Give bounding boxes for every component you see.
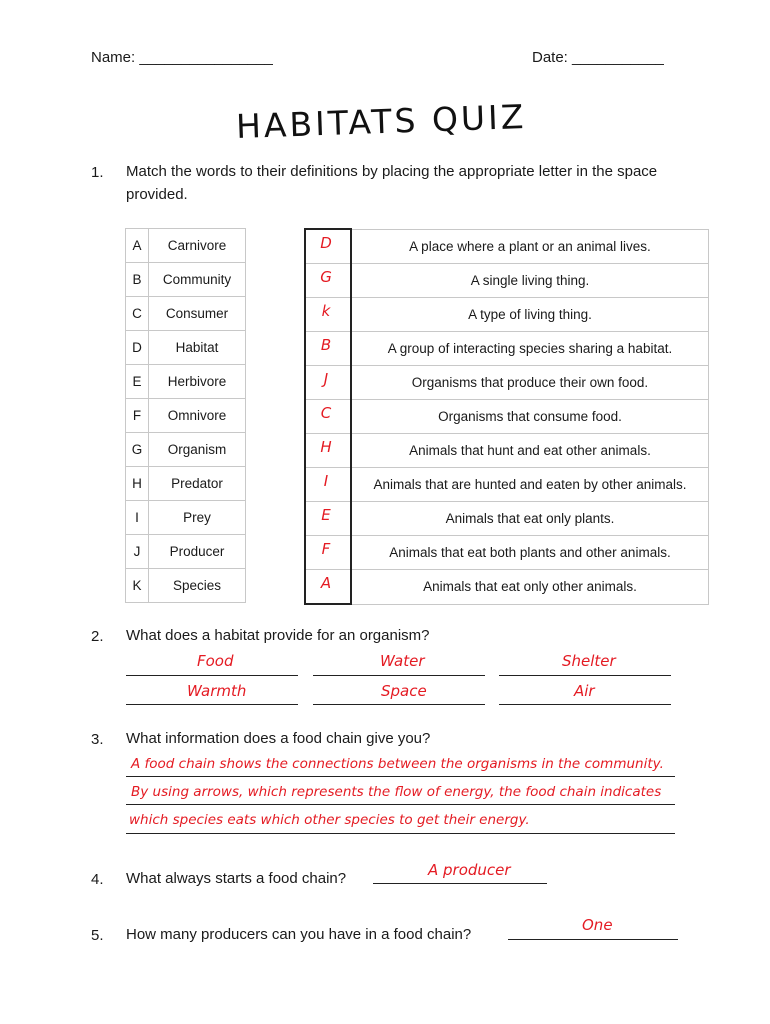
word-term: Herbivore [149,365,246,399]
answer-box[interactable] [305,502,351,536]
word-letter: G [126,433,149,467]
word-term: Species [149,569,246,603]
word-row [126,399,246,433]
word-term: Predator [149,467,246,501]
q2-answer-water: Water [380,652,425,670]
q3-answer-line-3: which species eats which other species to get their energy. [129,812,530,828]
q3-answer-line-1: A food chain shows the connections between the organisms in the community. [131,756,664,772]
answer-letter: B [320,335,332,354]
answer-box[interactable] [305,332,351,366]
words-table [125,228,246,603]
answer-letter: E [321,505,331,524]
definition-row [305,264,709,298]
question-2-text: What does a habitat provide for an organism? [126,627,430,644]
word-row [126,467,246,501]
definition-row [305,366,709,400]
word-term: Community [149,263,246,297]
question-5-number: 5. [91,927,104,944]
word-letter: E [126,365,149,399]
word-letter: K [126,569,149,603]
definition-row [305,400,709,434]
answer-box[interactable] [305,570,351,605]
answer-line [508,939,678,940]
question-4-number: 4. [91,871,104,888]
answer-letter: J [323,369,329,388]
definition-text: Animals that eat only other animals. [351,570,709,605]
definition-row [305,570,709,605]
word-letter: F [126,399,149,433]
question-1-text: Match the words to their definitions by placing the appropriate letter in the space provided. [126,163,658,203]
answer-letter: G [320,267,332,286]
q2-answer-food: Food [197,652,234,670]
definition-row [305,332,709,366]
question-4-text: What always starts a food chain? [126,870,347,887]
q2-answer-shelter: Shelter [562,652,616,670]
definitions-table [304,228,709,605]
answer-letter: D [320,233,332,252]
answer-line [126,804,675,805]
q2-answer-air: Air [574,682,595,700]
definition-row [305,434,709,468]
answer-line [313,675,485,676]
definition-row [305,298,709,332]
definition-text: Organisms that consume food. [351,400,709,434]
definition-text: A place where a plant or an animal lives. [351,229,709,264]
word-letter: B [126,263,149,297]
answer-box[interactable] [305,434,351,468]
word-row [126,569,246,603]
answer-box[interactable] [305,366,351,400]
q4-answer: A producer [428,861,511,879]
answer-box[interactable] [305,400,351,434]
page-title: HABITATS QUIZ [235,96,528,147]
definition-row [305,502,709,536]
definition-text: Organisms that produce their own food. [351,366,709,400]
question-3-text: What information does a food chain give you? [126,730,431,747]
answer-line [373,883,547,884]
answer-box[interactable] [305,229,351,264]
word-letter: C [126,297,149,331]
definition-text: A type of living thing. [351,298,709,332]
word-row [126,263,246,297]
answer-letter: I [323,471,329,490]
word-row [126,229,246,263]
answer-letter: A [320,573,332,592]
answer-box[interactable] [305,468,351,502]
word-row [126,535,246,569]
word-row [126,501,246,535]
word-term: Carnivore [149,229,246,263]
word-letter: J [126,535,149,569]
answer-line [126,776,675,777]
answer-letter: H [320,437,332,456]
answer-box[interactable] [305,264,351,298]
definition-row [305,536,709,570]
answer-line [126,833,675,834]
q3-answer-line-2: By using arrows, which represents the flow of energy, the food chain indicates [131,784,662,800]
name-field-label: Name: ________________ [91,49,273,66]
word-term: Habitat [149,331,246,365]
answer-line [499,704,671,705]
word-letter: H [126,467,149,501]
q2-answer-warmth: Warmth [187,682,247,700]
question-2-number: 2. [91,628,104,645]
word-letter: D [126,331,149,365]
date-field-label: Date: ___________ [532,49,664,66]
answer-line [126,704,298,705]
word-row [126,331,246,365]
question-1-number: 1. [91,164,104,181]
word-letter: A [126,229,149,263]
answer-letter: C [320,403,332,422]
question-3-number: 3. [91,731,104,748]
word-row [126,433,246,467]
word-term: Consumer [149,297,246,331]
answer-letter: k [321,301,331,320]
answer-box[interactable] [305,298,351,332]
definition-text: A single living thing. [351,264,709,298]
word-letter: I [126,501,149,535]
q5-answer: One [582,916,613,934]
definition-row [305,468,709,502]
question-5-text: How many producers can you have in a food chain? [126,926,472,943]
answer-line [499,675,671,676]
definition-text: Animals that hunt and eat other animals. [351,434,709,468]
word-term: Organism [149,433,246,467]
answer-line [126,675,298,676]
word-term: Producer [149,535,246,569]
answer-letter: F [321,539,331,558]
q2-answer-space: Space [381,682,427,700]
word-term: Prey [149,501,246,535]
answer-line [313,704,485,705]
definition-text: Animals that eat both plants and other animals. [351,536,709,570]
definition-row [305,229,709,264]
word-row [126,365,246,399]
definition-text: A group of interacting species sharing a habitat. [351,332,709,366]
word-row [126,297,246,331]
definition-text: Animals that are hunted and eaten by other animals. [351,468,709,502]
definition-text: Animals that eat only plants. [351,502,709,536]
word-term: Omnivore [149,399,246,433]
answer-box[interactable] [305,536,351,570]
